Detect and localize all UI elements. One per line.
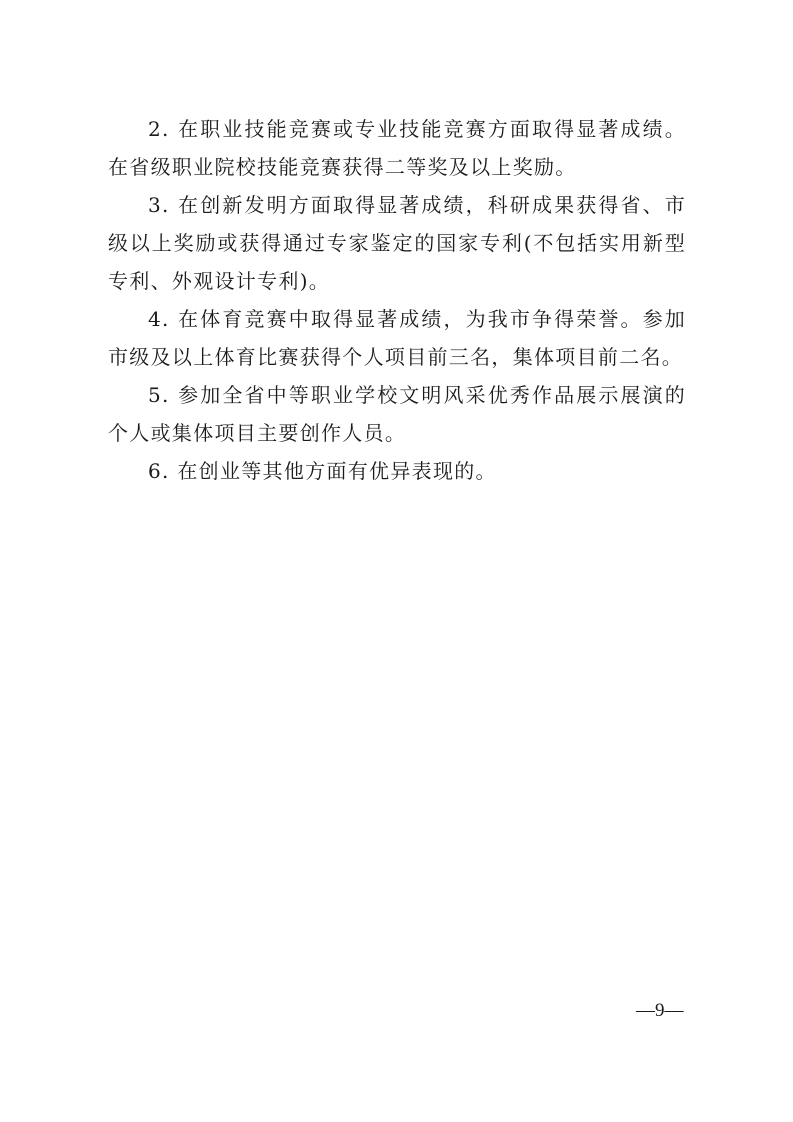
paragraph-item-4: 4. 在体育竞赛中取得显著成绩，为我市争得荣誉。参加市级及以上体育比赛获得个人项目前三名，集体项目前二名。 xyxy=(108,307,686,369)
paragraph-item-5: 5. 参加全省中等职业学校文明风采优秀作品展示展演的个人或集体项目主要创作人员。 xyxy=(108,383,686,445)
paragraph-item-6: 6. 在创业等其他方面有优异表现的。 xyxy=(148,459,497,483)
page-number: —9— xyxy=(636,1000,684,1021)
paragraph-item-2: 2. 在职业技能竞赛或专业技能竞赛方面取得显著成绩。在省级职业院校技能竞赛获得二等奖及以上奖励。 xyxy=(108,117,686,179)
paragraph-item-3: 3. 在创新发明方面取得显著成绩，科研成果获得省、市级以上奖励或获得通过专家鉴定的国家专利(不包括实用新型专利、外观设计专利)。 xyxy=(108,193,686,293)
document-body xyxy=(108,110,686,490)
